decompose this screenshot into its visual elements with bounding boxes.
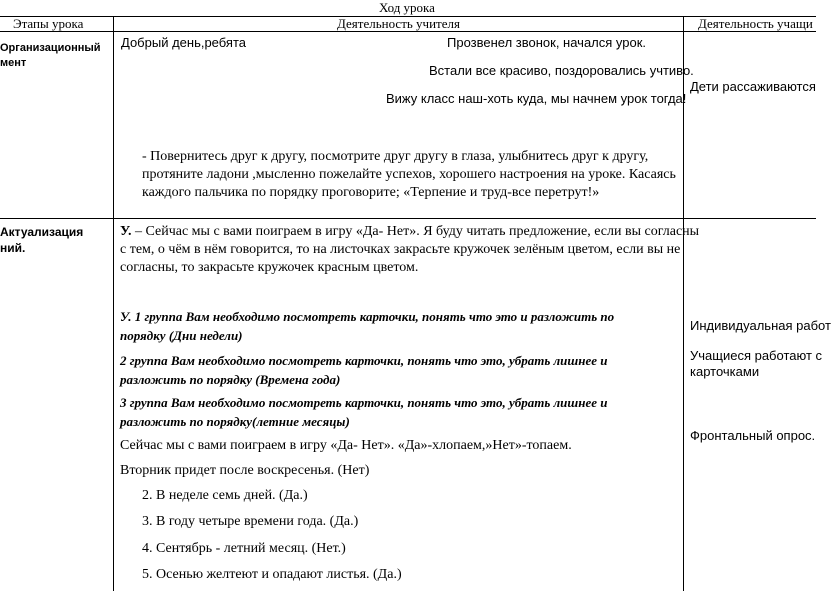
- header-stages: Этапы урока: [13, 16, 84, 31]
- game-intro-line-1: [120, 223, 699, 240]
- group-3-task-line-1: 3 группа Вам необходимо посмотреть карточки, понять что это, убрать лишнее и: [120, 395, 608, 410]
- question-4: 4. Сентябрь - летний месяц. (Нет.): [142, 541, 346, 556]
- student-activity-seating: Дети рассаживаются: [690, 79, 816, 94]
- question-5: 5. Осенью желтеют и опадают листья. (Да.): [142, 567, 402, 582]
- question-1: Вторник придет после воскресенья. (Нет): [120, 463, 370, 478]
- teacher-instruction-line-3: каждого пальчика по порядку проговорите; «Терпение и труд-все перетрут!»: [142, 185, 600, 200]
- stage-organizational: Организационный: [0, 42, 101, 54]
- game-intro-line-3: согласны, то закрасьте кружочек красным цветом.: [120, 260, 419, 275]
- header-students: Деятельность учащи: [698, 16, 813, 31]
- group-1-task-line-1: У. 1 группа Вам необходимо посмотреть карточки, понять что это и разложить по: [120, 309, 615, 324]
- row-divider: [0, 218, 816, 219]
- yes-no-game-text: Сейчас мы с вами поиграем в игру «Да- Нет». «Да»-хлопаем,»Нет»-топаем.: [120, 438, 572, 453]
- stage-organizational-cont: мент: [0, 57, 27, 69]
- greeting-text: Добрый день,ребята: [121, 35, 247, 50]
- page-title: Ход урока: [379, 0, 435, 15]
- group-2-task-line-1: 2 группа Вам необходимо посмотреть карточки, понять что это, убрать лишнее и: [120, 353, 608, 368]
- poem-line-3: Вижу класс наш-хоть куда, мы начнем урок тогда!: [386, 91, 687, 106]
- poem-line-1: Прозвенел звонок, начался урок.: [447, 35, 647, 50]
- student-activity-cards-line-1: Учащиеся работают с: [690, 348, 823, 363]
- group-3-task-line-2: разложить по порядку(летние месяцы): [120, 414, 350, 429]
- group-2-task-line-2: разложить по порядку (Времена года): [120, 372, 341, 387]
- question-3: 3. В году четыре времени года. (Да.): [142, 514, 359, 529]
- group-1-task-line-2: порядку (Дни недели): [120, 328, 243, 343]
- column-divider-1: [113, 16, 114, 591]
- teacher-marker: У.: [120, 224, 132, 239]
- student-activity-cards-line-2: карточками: [690, 364, 760, 379]
- stage-actualization-cont: ний.: [0, 241, 26, 255]
- question-2: 2. В неделе семь дней. (Да.): [142, 488, 308, 503]
- student-activity-frontal: Фронтальный опрос.: [690, 428, 816, 443]
- game-intro-line-2: с тем, о чём в нём говорится, то на листочках закрасьте кружочек зелёным цветом, если вы не: [120, 242, 681, 257]
- teacher-instruction-line-1: - Повернитесь друг к другу, посмотрите друг другу в глаза, улыбнитесь друг к другу,: [142, 149, 649, 164]
- stage-actualization: Актуализация: [0, 225, 84, 239]
- header-teacher: Деятельность учителя: [337, 16, 460, 31]
- teacher-instruction-line-2: протяните ладони ,мысленно пожелайте успехов, хорошего настроения на уроке. Касаясь: [142, 167, 676, 182]
- student-activity-individual: Индивидуальная работ: [690, 318, 831, 333]
- game-intro-line-1-text: – Сейчас мы с вами поиграем в игру «Да- Нет». Я буду читать предложение, если вы согласны: [131, 224, 700, 239]
- poem-line-2: Встали все красиво, поздоровались учтиво.: [429, 63, 694, 78]
